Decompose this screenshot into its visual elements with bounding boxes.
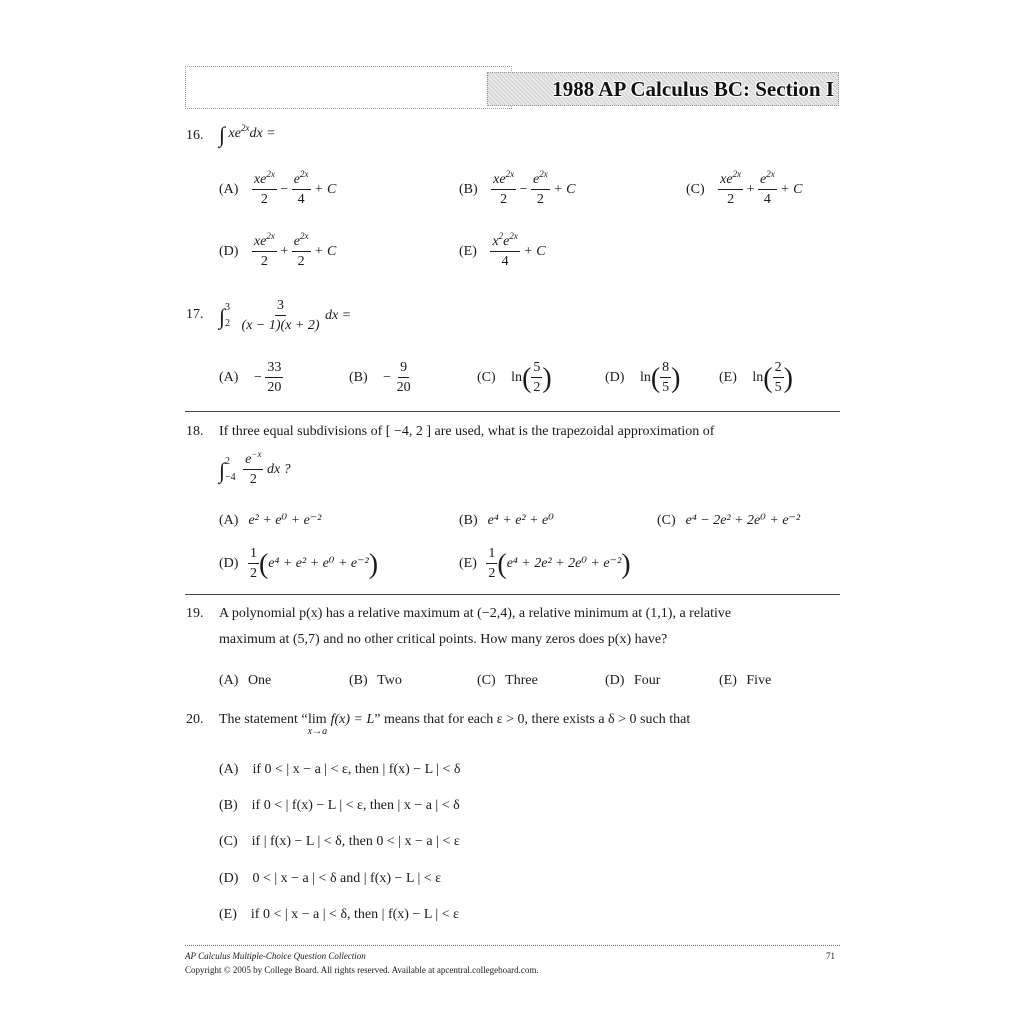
q17-choice-e: (E) ln( $\frac{2}{5}$ ) xyxy=(719,360,793,396)
q18-choice-b: (B) e⁴ + e² + e⁰ xyxy=(459,513,554,528)
footer-collection: AP Calculus Multiple-Choice Question Collection xyxy=(185,951,366,961)
question-number: 20. xyxy=(186,712,204,727)
q18-choice-d: (D) $\frac{1}{2}$ (e⁴ + e² + e⁰ + e⁻²) xyxy=(219,546,379,582)
q17-choice-c: (C) ln( $\frac{5}{2}$ ) xyxy=(477,360,552,396)
question-number: 16. xyxy=(186,128,204,143)
q20-choice-b: (B) if 0 < | f(x) − L | < ε, then | x − a | < δ xyxy=(219,798,460,813)
divider xyxy=(185,411,840,412)
section-title-banner xyxy=(487,72,839,106)
q19-line-1: A polynomial p(x) has a relative maximum at (−2,4), a relative minimum at (1,1), a relative xyxy=(219,606,732,621)
q16-choice-b: (B) $\frac{xe^{2x}}{2}$ − $\frac{e^{2x}}{2}$ + C xyxy=(459,169,576,208)
q16-stem: ∫ $xe^{2x}dx$ = xyxy=(219,122,276,147)
q18-stem: ∫ 2 −4 $\frac{e^{-x}}{2}$ dx ? xyxy=(219,449,291,488)
q18-choice-c: (C) e⁴ − 2e² + 2e⁰ + e⁻² xyxy=(657,513,801,528)
question-number: 18. xyxy=(186,424,204,439)
q17-choice-d: (D) ln( $\frac{8}{5}$ ) xyxy=(605,360,681,396)
q20-text: The statement “ lim x→a f(x) = L” means that for each ε > 0, there exists a δ > 0 such that xyxy=(219,712,691,737)
footer-divider xyxy=(185,945,840,946)
footer-copyright: Copyright © 2005 by College Board. All rights reserved. Available at apcentral.collegeboard.com. xyxy=(185,965,539,975)
q19-choice-e: (E) Five xyxy=(719,673,772,688)
q20-choice-e: (E) if 0 < | x − a | < δ, then | f(x) − L | < ε xyxy=(219,907,459,922)
q17-choice-a: (A) − $\frac{33}{20}$ xyxy=(219,360,282,396)
q16-choice-e: (E) $\frac{x^2e^{2x}}{4}$ + C xyxy=(459,231,546,270)
section-title: 1988 AP Calculus BC: Section I xyxy=(552,77,834,101)
q17-stem: ∫ 3 2 $\frac{3}{(x - 1)(x + 2)}$ dx = xyxy=(219,298,352,334)
q16-choice-c: (C) $\frac{xe^{2x}}{2}$ + $\frac{e^{2x}}{4}$ + C xyxy=(686,169,803,208)
q19-choice-d: (D) Four xyxy=(605,673,661,688)
q16-choice-a: (A) $\frac{xe^{2x}}{2}$ − $\frac{e^{2x}}{4}$ + C xyxy=(219,169,337,208)
q18-text: If three equal subdivisions of [ −4, 2 ] are used, what is the trapezoidal approximation of xyxy=(219,424,715,439)
question-number: 17. xyxy=(186,307,204,322)
page-number: 71 xyxy=(826,951,835,961)
q18-choice-a: (A) e² + e⁰ + e⁻² xyxy=(219,513,322,528)
question-number: 19. xyxy=(186,606,204,621)
q20-choice-d: (D) 0 < | x − a | < δ and | f(x) − L | < ε xyxy=(219,871,442,886)
q20-choice-c: (C) if | f(x) − L | < δ, then 0 < | x − a | < ε xyxy=(219,834,460,849)
q16-choice-d: (D) $\frac{xe^{2x}}{2}$ + $\frac{e^{2x}}{2}$ + C xyxy=(219,231,337,270)
q19-line-2: maximum at (5,7) and no other critical points. How many zeros does p(x) have? xyxy=(219,632,668,647)
q19-choice-c: (C) Three xyxy=(477,673,538,688)
q18-choice-e: (E) $\frac{1}{2}$ (e⁴ + 2e² + 2e⁰ + e⁻²) xyxy=(459,546,631,582)
q19-choice-a: (A) One xyxy=(219,673,272,688)
divider xyxy=(185,594,840,595)
q19-choice-b: (B) Two xyxy=(349,673,402,688)
q20-choice-a: (A) if 0 < | x − a | < ε, then | f(x) − L | < δ xyxy=(219,762,461,777)
q17-choice-b: (B) − $\frac{9}{20}$ xyxy=(349,360,411,396)
header-box xyxy=(185,66,512,109)
